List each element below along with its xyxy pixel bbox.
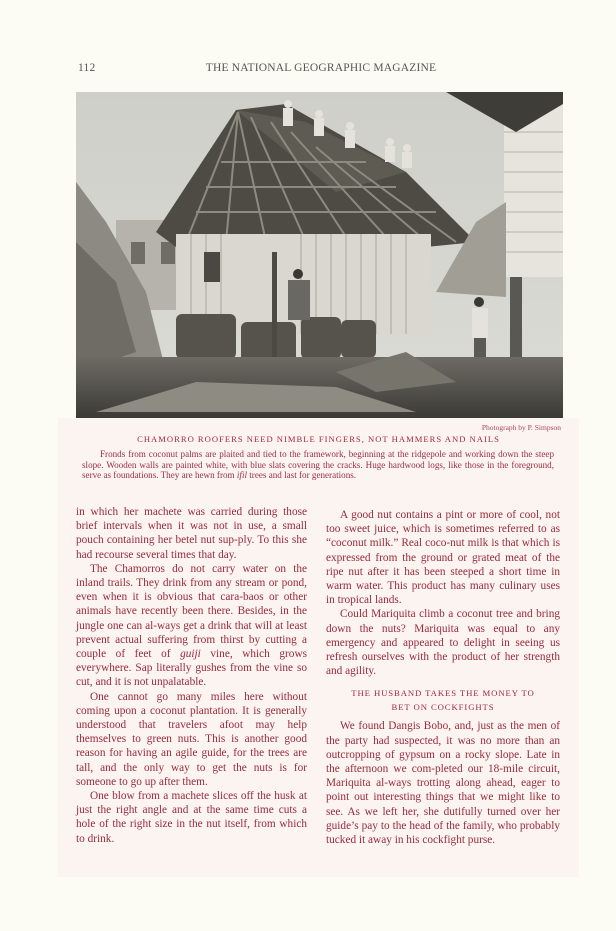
caption-text: Fronds from coconut palms are plaited and tied to the framework, beginning at the ridgepole and working down the steep slope. Wooden walls are painted white, with blue slats covering the cracks. Huge hardwood logs, like those in the foreground, serve as foundations. They are hewn from: [82, 449, 554, 481]
left-paragraph-3: One cannot go many miles here without coming upon a coconut plantation. It is generally understood that travelers afoot may help themselves to green nuts. This is another good reason for having an agile guide, for the trees are tall, and the only way to get the nuts is for someone to go up after them.: [76, 690, 307, 788]
left-paragraph-1: in which her machete was carried during those brief intervals when it was not in use, a small pouch containing her betel nut sup-ply. To this she had recourse several times that day.: [76, 506, 307, 561]
caption-text-end: trees and last for generations.: [247, 470, 357, 481]
house-window: [204, 252, 220, 282]
right-paragraph-2: Could Mariquita climb a coconut tree and bring down the nuts? Mariquita was equal to any emergency and appeared to delight in seeing us refresh ourselves with the product of her strength and agility.: [326, 608, 560, 678]
running-head: [78, 62, 564, 78]
left-paragraph-2: [76, 562, 307, 690]
left-paragraph-2-text-end: vine, which grows everywhere. Sap literally gushes from the vine so cut, and it is not unpalatable.: [76, 648, 307, 689]
caption-body: [82, 449, 554, 481]
left-paragraph-2-italic-term: guiji: [180, 648, 201, 661]
caption-italic-term: ifil: [236, 470, 247, 481]
section-subheading: [326, 686, 560, 714]
right-paragraph-3: We found Dangis Bobo, and, just as the men of the party had suspected, it was no more than an outcropping of gypsum on a rocky slope. Late in the afternoon we com-pleted our 18-mile circuit, Mariquita al-ways trotting along ahead, eager to point out interesting things that we might like to see. As we left her, she dutifully turned over her guide’s pay to the head of the family, who probably tucked it away in his cockfight purse.: [326, 720, 560, 847]
subheading-line-2: BET ON COCKFIGHTS: [391, 702, 495, 713]
page-number: 112: [78, 62, 96, 74]
magazine-title: THE NATIONAL GEOGRAPHIC MAGAZINE: [205, 62, 437, 74]
right-column: [326, 508, 560, 847]
left-paragraph-4: One blow from a machete slices off the husk at just the right angle and at the same time cuts a hole of the right size in the nut itself, from which to drink.: [76, 790, 307, 845]
photograph-roof-thatching: [76, 92, 563, 418]
photo-illustration: [76, 92, 563, 418]
left-paragraph-2-text: The Chamorros do not carry water on the inland trails. They drink from any stream or pond, even when it is obvious that cara-baos or other animals have recently been there. Besides, in the jungle one can al-ways get a drink that will at least prevent actual suffering from thirst by cutting a couple of feet of: [76, 562, 307, 661]
left-column: [76, 505, 307, 846]
photo-credit: Photograph by P. Simpson: [481, 423, 561, 432]
caption-title: CHAMORRO ROOFERS NEED NIMBLE FINGERS, NOT HAMMERS AND NAILS: [137, 434, 500, 444]
subheading-line-1: THE HUSBAND TAKES THE MONEY TO: [351, 688, 535, 699]
right-paragraph-1: A good nut contains a pint or more of cool, not too sweet juice, which is sometimes referred to as “coconut milk.” Real coco-nut milk is that which is expressed from the ground or grated meat of the ripe nut after it has been steeped a short time in warm water. This product has many culinary uses in tropical lands.: [326, 509, 560, 607]
